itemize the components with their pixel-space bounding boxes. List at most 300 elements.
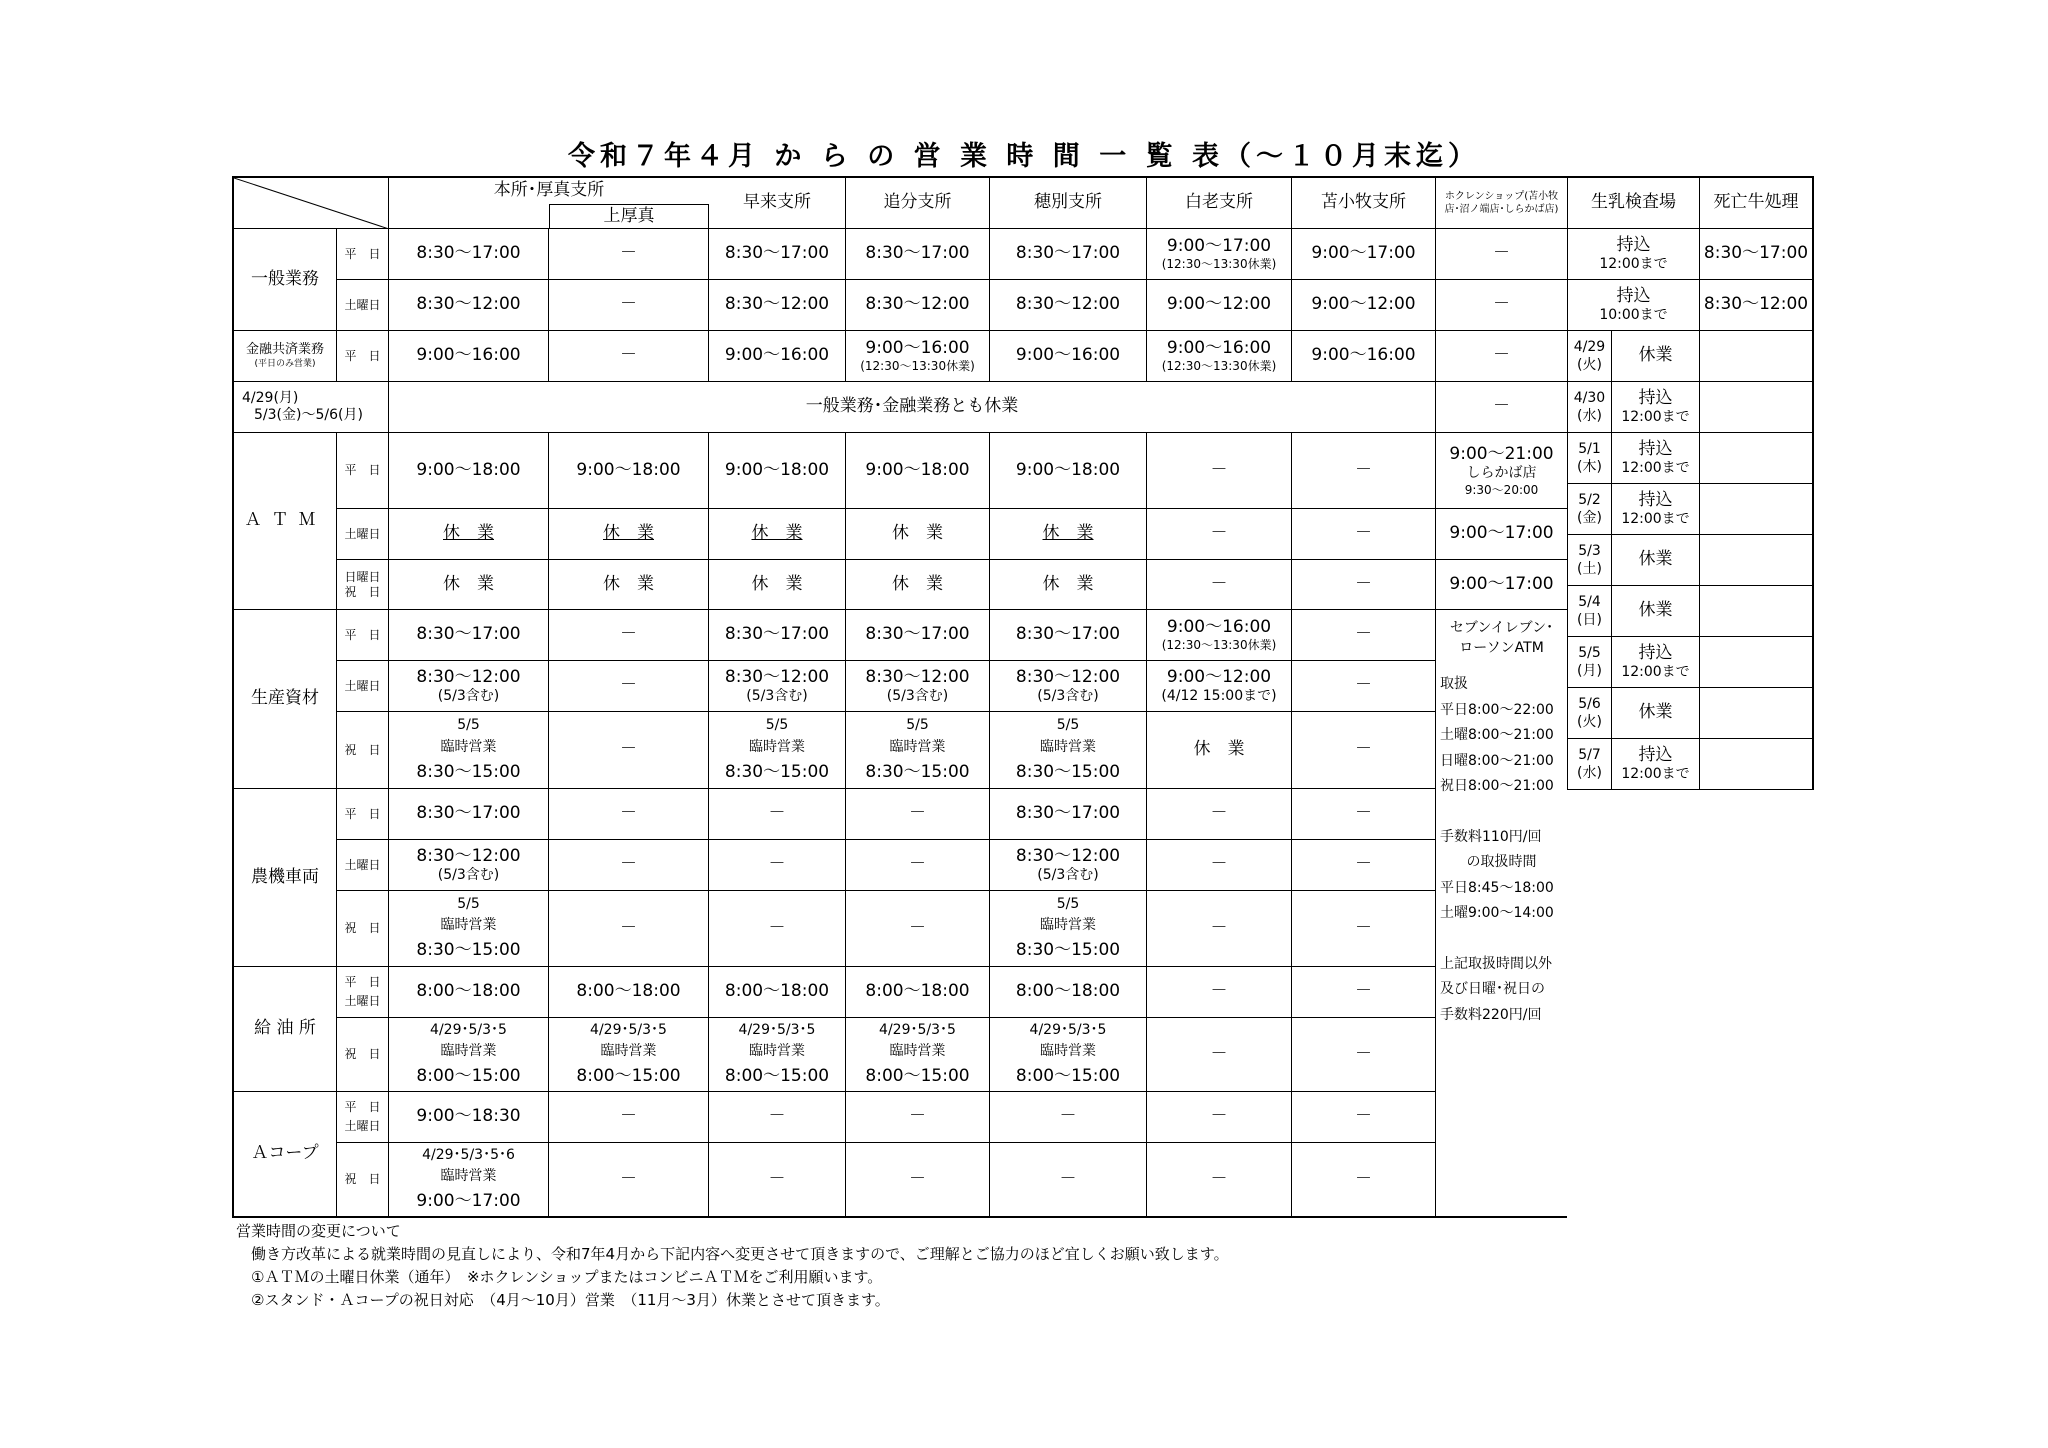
cell-seisan-hei-shiraoi bbox=[1147, 610, 1292, 661]
cell-acoop-sh-hobetsu: － bbox=[990, 1143, 1147, 1216]
cell-acoop-hei-hayakita: － bbox=[709, 1092, 846, 1143]
cell-ippan-hei-shiraoi bbox=[1147, 229, 1292, 280]
cell-atm-do-hayakita bbox=[709, 509, 846, 560]
cell-kinyu-hobetsu: 9:00～16:00 bbox=[990, 331, 1147, 382]
nyu-status: 持込 bbox=[1638, 744, 1673, 765]
cell-ippan-do-oiwake: 8:30～12:00 bbox=[846, 280, 990, 331]
section-kinyu-label: 金融共済業務 bbox=[245, 342, 324, 358]
cell-noki-sh-oiwake: － bbox=[846, 891, 990, 967]
cell-kinyu-oiwake bbox=[846, 331, 990, 382]
time-text: 8:00～15:00 bbox=[1015, 1066, 1121, 1087]
day-label: 祝 日 bbox=[337, 1143, 389, 1216]
date-text: 5/5 bbox=[906, 717, 929, 734]
cell-acoop-hei-hobetsu: － bbox=[990, 1092, 1147, 1143]
time-subtext: (5/3含む) bbox=[1037, 687, 1099, 704]
nyu-date: 5/3 bbox=[1578, 542, 1601, 559]
cell-holiday-hokuren: － bbox=[1436, 382, 1568, 433]
nyu-weekday: (木) bbox=[1577, 459, 1602, 475]
closed-text: 休 業 bbox=[1042, 523, 1094, 544]
time-text: 8:30～15:00 bbox=[865, 761, 970, 782]
cell-atm-sh-hobetsu: 休 業 bbox=[990, 560, 1147, 610]
nyu-status-cell bbox=[1612, 637, 1700, 688]
date-text: 4/29･5/3･5 bbox=[430, 1021, 507, 1038]
time-subtext: (12:30～13:30休業) bbox=[860, 359, 975, 374]
corner-cell bbox=[234, 178, 389, 229]
cell-noki-do-hayakita: － bbox=[709, 840, 846, 891]
cell-acoop-sh-hayakita: － bbox=[709, 1143, 846, 1216]
day-label-hei: 平 日 bbox=[344, 1099, 381, 1114]
cell-ippan-do-tomakomai: 9:00～12:00 bbox=[1292, 280, 1436, 331]
cell-acoop-sh-kami: － bbox=[549, 1143, 709, 1216]
cell-acoop-hei-honsho: 9:00～18:30 bbox=[389, 1092, 549, 1143]
closed-text: 休 業 bbox=[751, 523, 803, 544]
cell-seisan-sh-shiraoi: 休 業 bbox=[1147, 712, 1292, 789]
cell-kyuyu-sh-hobetsu bbox=[990, 1018, 1147, 1092]
cell-atm-do-kami bbox=[549, 509, 709, 560]
date-text: 4/29･5/3･5 bbox=[590, 1021, 667, 1038]
cell-atm-sh-oiwake: 休 業 bbox=[846, 560, 990, 610]
cell-atm-sh-hokuren: 9:00～17:00 bbox=[1436, 560, 1568, 610]
cell-noki-hei-hayakita: － bbox=[709, 789, 846, 840]
cell-kinyu-hokuren: － bbox=[1436, 331, 1568, 382]
nyu-date-cell bbox=[1568, 484, 1612, 535]
nyu-date-cell bbox=[1568, 331, 1612, 382]
date-text: 5/5 bbox=[1056, 895, 1080, 912]
shibo-empty-cell bbox=[1700, 586, 1812, 637]
time-text: 9:00～21:00 bbox=[1449, 443, 1554, 464]
notes bbox=[236, 1220, 1229, 1312]
cell-atm-do-hokuren: 9:00～17:00 bbox=[1436, 509, 1568, 560]
cell-ippan-hei-hayakita: 8:30～17:00 bbox=[709, 229, 846, 280]
note-line: 手数料220円/回 bbox=[1440, 1006, 1542, 1023]
hokuren-convenience-atm-note bbox=[1436, 610, 1568, 1218]
cell-acoop-hei-oiwake: － bbox=[846, 1092, 990, 1143]
col-header-honsho-label: 本所･厚真支所 bbox=[493, 180, 605, 201]
cell-atm-do-oiwake bbox=[846, 509, 990, 560]
nyu-date: 5/6 bbox=[1578, 695, 1601, 712]
cell-ippan-do-honsho: 8:30～12:00 bbox=[389, 280, 549, 331]
cell-kyuyu-hei-hobetsu: 8:00～18:00 bbox=[990, 967, 1147, 1018]
notes-line: ②スタンド・Ａコープの祝日対応 （4月～10月）営業 （11月～3月）休業とさせて頂きます。 bbox=[236, 1291, 890, 1309]
cell-noki-do-hobetsu bbox=[990, 840, 1147, 891]
note-line: 土曜9:00～14:00 bbox=[1440, 905, 1554, 921]
nyu-date-cell bbox=[1568, 433, 1612, 484]
note-line: 日曜8:00～21:00 bbox=[1440, 752, 1554, 769]
cell-seisan-do-tomakomai: － bbox=[1292, 661, 1436, 712]
nyu-date-cell bbox=[1568, 586, 1612, 637]
nyu-weekday: (火) bbox=[1577, 357, 1602, 373]
col-header-kamiatsuma: 上厚真 bbox=[549, 204, 709, 229]
cell-acoop-sh-honsho bbox=[389, 1143, 549, 1216]
section-kinyu-sub: (平日のみ営業) bbox=[254, 358, 316, 369]
cell-ippan-hei-tomakomai: 9:00～17:00 bbox=[1292, 229, 1436, 280]
cell-atm-do-shiraoi: － bbox=[1147, 509, 1292, 560]
cell-seisan-hei-tomakomai: － bbox=[1292, 610, 1436, 661]
nyu-status-cell bbox=[1612, 382, 1700, 433]
note-line: 手数料110円/回 bbox=[1440, 828, 1542, 845]
time-subtext: (12:30～13:30休業) bbox=[1161, 638, 1277, 653]
cell-noki-hei-oiwake: － bbox=[846, 789, 990, 840]
shibo-empty-cell bbox=[1700, 637, 1812, 688]
cell-kyuyu-sh-oiwake bbox=[846, 1018, 990, 1092]
temp-open-text: 臨時営業 bbox=[600, 1043, 657, 1060]
cell-seisan-sh-tomakomai: － bbox=[1292, 712, 1436, 789]
cell-noki-sh-kami: － bbox=[549, 891, 709, 967]
date-text: 4/29･5/3･5 bbox=[1029, 1021, 1107, 1038]
day-label: 平 日 bbox=[337, 789, 389, 840]
nyu-text: 持込 bbox=[1616, 285, 1651, 306]
temp-open-text: 臨時営業 bbox=[1040, 917, 1096, 934]
nyu-weekday: (金) bbox=[1577, 510, 1602, 526]
temp-open-text: 臨時営業 bbox=[440, 738, 497, 755]
cell-acoop-sh-tomakomai: － bbox=[1292, 1143, 1436, 1216]
temp-open-text: 臨時営業 bbox=[440, 917, 497, 934]
day-label-do: 土曜日 bbox=[344, 1119, 381, 1133]
cell-kyuyu-sh-shiraoi: － bbox=[1147, 1018, 1292, 1092]
cell-ippan-hei-hokuren: － bbox=[1436, 229, 1568, 280]
day-label-shuku: 祝 日 bbox=[344, 584, 381, 599]
shibo-empty-cell bbox=[1700, 535, 1812, 586]
day-label: 祝 日 bbox=[337, 1018, 389, 1092]
col-header-shiraoi: 白老支所 bbox=[1147, 178, 1292, 229]
cell-atm-hei-hokuren bbox=[1436, 433, 1568, 509]
nyu-subtext: 10:00まで bbox=[1599, 306, 1668, 323]
col-header-hokuren bbox=[1436, 178, 1568, 229]
note-line: 平日8:00～22:00 bbox=[1440, 701, 1554, 718]
nyu-status-cell bbox=[1612, 688, 1700, 739]
day-label: 祝 日 bbox=[337, 712, 389, 789]
nyu-status-sub: 12:00まで bbox=[1621, 408, 1690, 425]
cell-ippan-hei-honsho: 8:30～17:00 bbox=[389, 229, 549, 280]
cell-seisan-hei-oiwake: 8:30～17:00 bbox=[846, 610, 990, 661]
time-text: 8:30～15:00 bbox=[1015, 940, 1121, 961]
day-label-nichi: 日曜日 bbox=[344, 569, 381, 584]
cell-ippan-do-hayakita: 8:30～12:00 bbox=[709, 280, 846, 331]
cell-kyuyu-hei-kami: 8:00～18:00 bbox=[549, 967, 709, 1018]
col-header-hayakita: 早来支所 bbox=[709, 178, 846, 229]
time-subtext: (12:30～13:30休業) bbox=[1161, 257, 1277, 272]
cell-seisan-hei-hobetsu: 8:30～17:00 bbox=[990, 610, 1147, 661]
cell-seisan-hei-honsho: 8:30～17:00 bbox=[389, 610, 549, 661]
time-subtext: 9:30～20:00 bbox=[1464, 482, 1539, 497]
time-text: 9:00～16:00 bbox=[865, 338, 970, 359]
holiday-center-cell: 一般業務･金融業務とも休業 bbox=[389, 382, 1436, 433]
nyu-date: 5/5 bbox=[1578, 644, 1601, 661]
cell-ippan-hei-shibo: 8:30～17:00 bbox=[1700, 229, 1812, 280]
time-subtext: (5/3含む) bbox=[437, 866, 500, 883]
nyu-status: 休業 bbox=[1638, 549, 1673, 570]
temp-open-text: 臨時営業 bbox=[889, 738, 946, 755]
day-label: 祝 日 bbox=[337, 891, 389, 967]
business-hours-table bbox=[232, 176, 1814, 1218]
cell-ippan-hei-hobetsu: 8:30～17:00 bbox=[990, 229, 1147, 280]
holiday-label-2: 5/3(金)～5/6(月) bbox=[254, 407, 363, 423]
temp-open-text: 臨時営業 bbox=[440, 1168, 497, 1185]
time-text: 9:00～16:00 bbox=[1166, 617, 1272, 638]
cell-atm-sh-honsho: 休 業 bbox=[389, 560, 549, 610]
time-text: 9:00～17:00 bbox=[416, 1191, 521, 1212]
nyu-text: 持込 bbox=[1616, 234, 1651, 255]
time-text: 8:30～12:00 bbox=[416, 845, 521, 866]
cell-acoop-hei-tomakomai: － bbox=[1292, 1092, 1436, 1143]
note-line: の取扱時間 bbox=[1466, 854, 1537, 870]
nyu-status: 持込 bbox=[1638, 642, 1673, 663]
nyu-status-cell bbox=[1612, 586, 1700, 637]
cell-noki-sh-shiraoi: － bbox=[1147, 891, 1292, 967]
time-text: 9:00～12:00 bbox=[1166, 666, 1272, 687]
cell-seisan-do-hobetsu bbox=[990, 661, 1147, 712]
day-label: 土曜日 bbox=[337, 509, 389, 560]
cell-atm-sh-shiraoi: － bbox=[1147, 560, 1292, 610]
date-text: 4/29･5/3･5 bbox=[879, 1021, 956, 1038]
cell-kyuyu-hei-honsho: 8:00～18:00 bbox=[389, 967, 549, 1018]
nyu-status: 持込 bbox=[1638, 489, 1673, 510]
nyu-status-sub: 12:00まで bbox=[1621, 459, 1690, 476]
nyu-date-cell bbox=[1568, 382, 1612, 433]
section-kinyu bbox=[234, 331, 337, 382]
cell-ippan-do-shibo: 8:30～12:00 bbox=[1700, 280, 1812, 331]
nyu-date: 5/4 bbox=[1578, 593, 1601, 610]
store-text: しらかば店 bbox=[1466, 465, 1537, 482]
nyu-subtext: 12:00まで bbox=[1599, 255, 1668, 272]
cell-kinyu-shiraoi bbox=[1147, 331, 1292, 382]
cell-seisan-hei-hayakita: 8:30～17:00 bbox=[709, 610, 846, 661]
cell-atm-sh-hayakita: 休 業 bbox=[709, 560, 846, 610]
cell-atm-do-hobetsu bbox=[990, 509, 1147, 560]
nyu-date-cell bbox=[1568, 535, 1612, 586]
note-line: ローソンATM bbox=[1459, 640, 1544, 656]
temp-open-text: 臨時営業 bbox=[749, 738, 805, 755]
col-header-nyu: 生乳検査場 bbox=[1568, 178, 1700, 229]
cell-seisan-hei-kami: － bbox=[549, 610, 709, 661]
note-line: セブンイレブン･ bbox=[1449, 620, 1554, 636]
cell-noki-hei-tomakomai: － bbox=[1292, 789, 1436, 840]
cell-kyuyu-sh-hayakita bbox=[709, 1018, 846, 1092]
nyu-status: 持込 bbox=[1638, 438, 1673, 459]
time-text: 8:30～15:00 bbox=[1015, 761, 1121, 782]
cell-acoop-sh-oiwake: － bbox=[846, 1143, 990, 1216]
cell-kyuyu-sh-kami bbox=[549, 1018, 709, 1092]
time-text: 8:30～12:00 bbox=[1015, 845, 1121, 866]
shibo-empty-cell bbox=[1700, 688, 1812, 739]
day-label: 平 日 bbox=[337, 433, 389, 509]
nyu-date: 5/2 bbox=[1578, 491, 1601, 508]
note-line: 平日8:45～18:00 bbox=[1440, 879, 1554, 896]
cell-acoop-hei-shiraoi: － bbox=[1147, 1092, 1292, 1143]
holiday-label-1: 4/29(月) bbox=[242, 389, 299, 406]
page-title: 令和７年４月 か ら の 営 業 時 間 一 覧 表（～１０月末迄） bbox=[568, 141, 1480, 172]
section-kyuyu: 給 油 所 bbox=[234, 967, 337, 1092]
cell-ippan-do-kami: － bbox=[549, 280, 709, 331]
cell-noki-do-oiwake: － bbox=[846, 840, 990, 891]
day-label bbox=[337, 967, 389, 1018]
time-text: 8:30～15:00 bbox=[724, 761, 830, 782]
day-label: 土曜日 bbox=[337, 840, 389, 891]
cell-atm-do-honsho bbox=[389, 509, 549, 560]
nyu-status-cell bbox=[1612, 739, 1700, 790]
col-header-hobetsu: 穂別支所 bbox=[990, 178, 1147, 229]
holiday-label bbox=[234, 382, 389, 433]
day-label: 平 日 bbox=[337, 229, 389, 280]
nyu-date-cell bbox=[1568, 739, 1612, 790]
nyu-status-cell bbox=[1612, 433, 1700, 484]
cell-noki-hei-hobetsu: 8:30～17:00 bbox=[990, 789, 1147, 840]
nyu-status-sub: 12:00まで bbox=[1621, 765, 1690, 782]
notes-line: ①ＡＴＭの土曜日休業（通年） ※ホクレンショップまたはコンビニＡＴＭをご利用願います。 bbox=[236, 1268, 883, 1286]
shibo-empty-cell bbox=[1700, 433, 1812, 484]
cell-noki-do-tomakomai: － bbox=[1292, 840, 1436, 891]
date-text: 5/5 bbox=[457, 717, 480, 734]
cell-kyuyu-hei-shiraoi: － bbox=[1147, 967, 1292, 1018]
cell-atm-hei-kami: 9:00～18:00 bbox=[549, 433, 709, 509]
cell-seisan-do-honsho bbox=[389, 661, 549, 712]
nyu-status-cell bbox=[1612, 535, 1700, 586]
temp-open-text: 臨時営業 bbox=[749, 1043, 805, 1060]
cell-kinyu-hayakita: 9:00～16:00 bbox=[709, 331, 846, 382]
cell-kinyu-kami: － bbox=[549, 331, 709, 382]
cell-atm-sh-kami: 休 業 bbox=[549, 560, 709, 610]
cell-kyuyu-hei-hayakita: 8:00～18:00 bbox=[709, 967, 846, 1018]
cell-ippan-hei-kami: － bbox=[549, 229, 709, 280]
time-subtext: (5/3含む) bbox=[886, 687, 949, 704]
cell-ippan-hei-oiwake: 8:30～17:00 bbox=[846, 229, 990, 280]
cell-noki-sh-honsho bbox=[389, 891, 549, 967]
section-atm: ＡＴＭ bbox=[234, 433, 337, 610]
cell-seisan-sh-hayakita bbox=[709, 712, 846, 789]
cell-noki-do-kami: － bbox=[549, 840, 709, 891]
cell-noki-hei-honsho: 8:30～17:00 bbox=[389, 789, 549, 840]
nyu-weekday: (月) bbox=[1577, 663, 1602, 679]
cell-atm-hei-honsho: 9:00～18:00 bbox=[389, 433, 549, 509]
cell-ippan-do-nyu bbox=[1568, 280, 1700, 331]
cell-atm-sh-tomakomai: － bbox=[1292, 560, 1436, 610]
cell-kyuyu-hei-tomakomai: － bbox=[1292, 967, 1436, 1018]
time-text: 8:30～15:00 bbox=[416, 761, 521, 782]
time-subtext: (4/12 15:00まで) bbox=[1161, 687, 1277, 704]
nyu-status: 休業 bbox=[1638, 702, 1673, 723]
cell-kinyu-honsho: 9:00～16:00 bbox=[389, 331, 549, 382]
cell-ippan-do-hobetsu: 8:30～12:00 bbox=[990, 280, 1147, 331]
time-text: 8:30～12:00 bbox=[1015, 666, 1121, 687]
shibo-empty-cell bbox=[1700, 382, 1812, 433]
nyu-status: 休業 bbox=[1638, 345, 1673, 366]
cell-noki-do-honsho bbox=[389, 840, 549, 891]
cell-ippan-do-shiraoi: 9:00～12:00 bbox=[1147, 280, 1292, 331]
cell-atm-do-tomakomai: － bbox=[1292, 509, 1436, 560]
cell-seisan-sh-honsho bbox=[389, 712, 549, 789]
nyu-status-sub: 12:00まで bbox=[1621, 510, 1690, 527]
cell-noki-hei-kami: － bbox=[549, 789, 709, 840]
nyu-status: 休業 bbox=[1638, 600, 1673, 621]
cell-ippan-hei-nyu bbox=[1568, 229, 1700, 280]
day-label bbox=[337, 560, 389, 610]
time-text: 9:00～16:00 bbox=[1166, 338, 1272, 359]
nyu-weekday: (日) bbox=[1577, 612, 1602, 628]
day-label: 平 日 bbox=[337, 610, 389, 661]
cell-seisan-do-hayakita bbox=[709, 661, 846, 712]
cell-seisan-do-kami: － bbox=[549, 661, 709, 712]
time-text: 8:30～15:00 bbox=[416, 940, 521, 961]
cell-noki-hei-shiraoi: － bbox=[1147, 789, 1292, 840]
cell-noki-do-shiraoi: － bbox=[1147, 840, 1292, 891]
time-text: 8:00～15:00 bbox=[865, 1066, 970, 1087]
cell-seisan-sh-kami: － bbox=[549, 712, 709, 789]
cell-atm-hei-shiraoi: － bbox=[1147, 433, 1292, 509]
time-text: 8:00～15:00 bbox=[416, 1066, 521, 1087]
cell-ippan-do-hokuren: － bbox=[1436, 280, 1568, 331]
nyu-weekday: (土) bbox=[1577, 561, 1602, 577]
shibo-empty-cell bbox=[1700, 331, 1812, 382]
nyu-weekday: (水) bbox=[1577, 408, 1602, 424]
cell-seisan-do-oiwake bbox=[846, 661, 990, 712]
nyu-date: 5/1 bbox=[1578, 440, 1601, 457]
nyu-date: 5/7 bbox=[1578, 746, 1601, 763]
time-subtext: (5/3含む) bbox=[437, 687, 500, 704]
temp-open-text: 臨時営業 bbox=[1040, 738, 1096, 755]
table-bottom-right-mask bbox=[1567, 790, 1817, 1222]
time-text: 8:30～12:00 bbox=[865, 666, 970, 687]
cell-atm-hei-hobetsu: 9:00～18:00 bbox=[990, 433, 1147, 509]
nyu-date-cell bbox=[1568, 637, 1612, 688]
cell-atm-hei-oiwake: 9:00～18:00 bbox=[846, 433, 990, 509]
nyu-status-cell bbox=[1612, 331, 1700, 382]
time-text: 8:30～12:00 bbox=[724, 666, 830, 687]
shibo-empty-cell bbox=[1700, 739, 1812, 790]
cell-atm-hei-hayakita: 9:00～18:00 bbox=[709, 433, 846, 509]
shibo-empty-cell bbox=[1700, 484, 1812, 535]
cell-kyuyu-sh-tomakomai: － bbox=[1292, 1018, 1436, 1092]
cell-kyuyu-sh-honsho bbox=[389, 1018, 549, 1092]
note-line: 取扱 bbox=[1440, 676, 1468, 692]
cell-noki-sh-tomakomai: － bbox=[1292, 891, 1436, 967]
time-text: 8:30～12:00 bbox=[416, 666, 521, 687]
day-label: 土曜日 bbox=[337, 280, 389, 331]
col-header-honsho bbox=[389, 178, 709, 229]
date-text: 4/29･5/3･5 bbox=[738, 1021, 816, 1038]
section-noki: 農機車両 bbox=[234, 789, 337, 967]
time-subtext: (12:30～13:30休業) bbox=[1161, 359, 1277, 374]
nyu-status: 持込 bbox=[1638, 387, 1673, 408]
section-ippan: 一般業務 bbox=[234, 229, 337, 331]
cell-seisan-sh-hobetsu bbox=[990, 712, 1147, 789]
cell-acoop-sh-shiraoi: － bbox=[1147, 1143, 1292, 1216]
day-label: 平 日 bbox=[337, 331, 389, 382]
cell-atm-hei-tomakomai: － bbox=[1292, 433, 1436, 509]
nyu-weekday: (水) bbox=[1577, 765, 1602, 781]
day-label bbox=[337, 1092, 389, 1143]
note-line: 及び日曜･祝日の bbox=[1440, 981, 1545, 997]
notes-heading: 営業時間の変更について bbox=[236, 1222, 401, 1240]
col-header-oiwake: 追分支所 bbox=[846, 178, 990, 229]
closed-text: 休 業 bbox=[603, 523, 654, 544]
time-text: 9:00～17:00 bbox=[1166, 236, 1272, 257]
cell-kinyu-tomakomai: 9:00～16:00 bbox=[1292, 331, 1436, 382]
day-label-do: 土曜日 bbox=[344, 994, 381, 1008]
date-text: 4/29･5/3･5･6 bbox=[422, 1146, 515, 1163]
day-label-hei: 平 日 bbox=[344, 974, 381, 989]
notes-line: 働き方改革による就業時間の見直しにより、令和7年4月から下記内容へ変更させて頂きますので、ご理解とご協力のほど宜しくお願い致します。 bbox=[236, 1245, 1229, 1263]
closed-text: 休 業 bbox=[892, 523, 943, 544]
time-subtext: (5/3含む) bbox=[746, 687, 808, 704]
cell-kyuyu-hei-oiwake: 8:00～18:00 bbox=[846, 967, 990, 1018]
time-text: 8:00～15:00 bbox=[576, 1066, 681, 1087]
closed-text: 休 業 bbox=[443, 523, 494, 544]
date-text: 5/5 bbox=[1056, 717, 1080, 734]
section-seisan: 生産資材 bbox=[234, 610, 337, 789]
cell-seisan-sh-oiwake bbox=[846, 712, 990, 789]
time-subtext: (5/3含む) bbox=[1037, 866, 1099, 883]
col-header-hokuren-label: ホクレンショップ(苫小牧店･沼ノ端店･しらかば店) bbox=[1444, 191, 1559, 215]
